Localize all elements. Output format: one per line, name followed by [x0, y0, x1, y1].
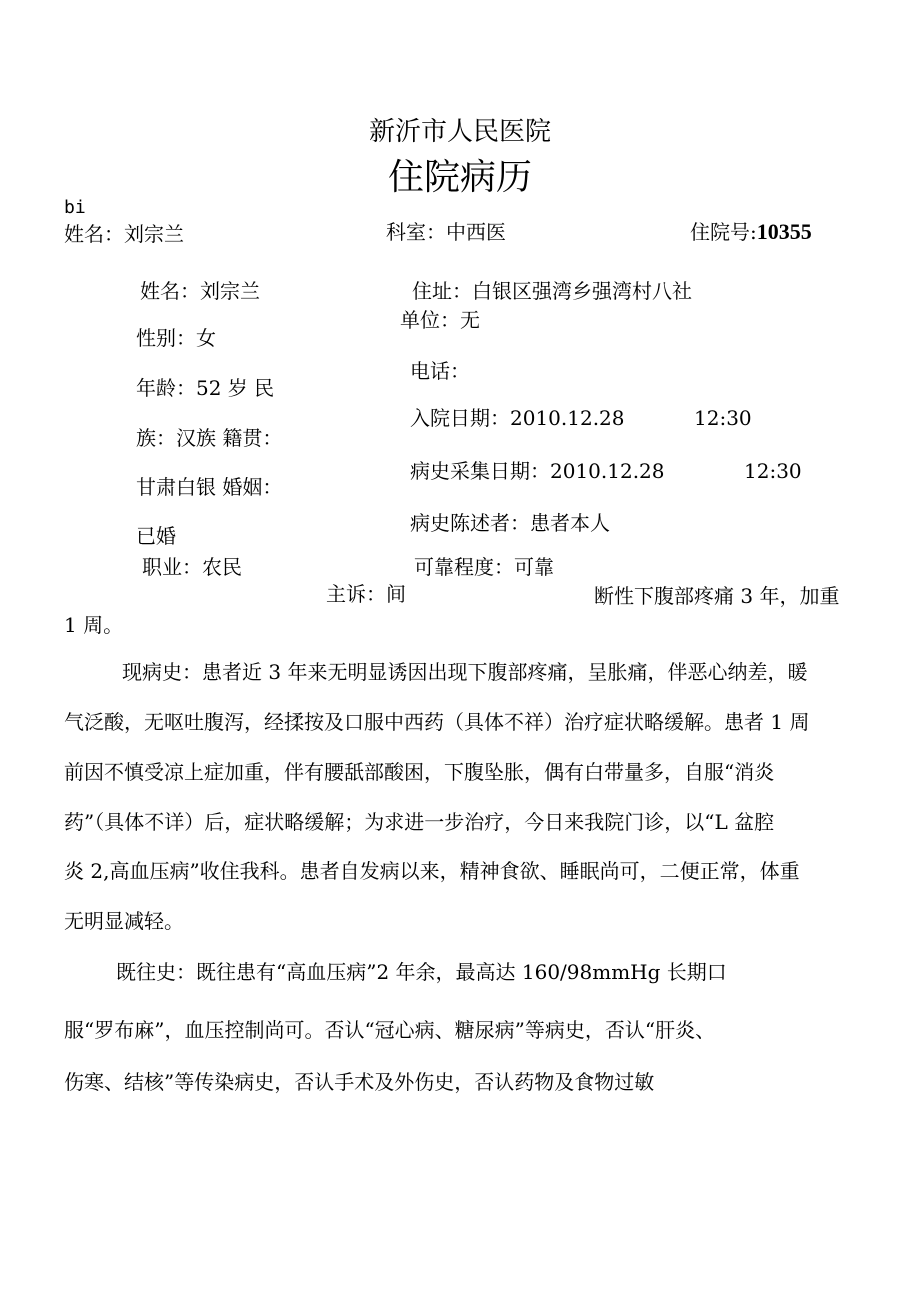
admission-number-value: 10355 [756, 219, 812, 244]
complaint-part3: 1 周。 [64, 613, 124, 637]
present-illness-line-2: 气泛酸，无呕吐腹泻，经揉按及口服中西药（具体不祥）治疗症状略缓解。患者 1 周 [64, 710, 810, 734]
patient-origin: 甘肃白银 婚姻： [136, 475, 283, 499]
patient-workplace: 单位：无 [400, 308, 480, 332]
stray-mark: bi [64, 197, 86, 218]
patient-gender: 性别：女 [136, 326, 216, 350]
patient-age: 年龄：52 岁 民 [136, 376, 275, 400]
past-history-line-1: 既往史：既往患有“高血压病”2 年余，最高达 160/98mmHg 长期口 [116, 960, 727, 984]
top-name: 姓名：刘宗兰 [64, 222, 184, 246]
patient-marital: 已婚 [136, 524, 176, 548]
present-illness-line-4: 药”（具体不详）后，症状略缓解；为求进一步治疗，今日来我院门诊，以“L 盆腔 [64, 810, 775, 834]
present-illness-line-6: 无明显减轻。 [64, 909, 184, 933]
document-title: 住院病历 [387, 157, 532, 198]
admission-number [690, 220, 812, 244]
history-narrator: 病史陈述者：患者本人 [410, 511, 610, 535]
patient-occupation: 职业：农民 [142, 555, 242, 579]
patient-name: 姓名：刘宗兰 [140, 279, 260, 303]
present-illness-line-3: 前因不慎受凉上症加重，伴有腰舐部酸困，下腹坠胀，偶有白带量多，自服“消炎 [64, 760, 775, 784]
hospital-name: 新沂市人民医院 [368, 117, 551, 147]
past-history-line-3: 伤寒、结核”等传染病史，否认手术及外伤史，否认药物及食物过敏 [64, 1070, 655, 1094]
complaint-part2: 断性下腹部疼痛 3 年，加重 [594, 584, 840, 608]
history-reliability: 可靠程度：可靠 [414, 555, 554, 579]
history-time: 12:30 [744, 459, 802, 483]
patient-address: 住址：白银区强湾乡强湾村八社 [412, 279, 692, 303]
department: 科室：中西医 [386, 220, 506, 244]
past-history-line-2: 服“罗布麻”，血压控制尚可。否认“冠心病、糖尿病”等病史，否认“肝炎、 [64, 1018, 716, 1042]
patient-phone: 电话： [410, 359, 470, 383]
present-illness-line-5: 炎 2,高血压病”收住我科。患者自发病以来，精神食欲、睡眠尚可，二便正常，体重 [64, 859, 800, 883]
admission-number-label: 住院号: [690, 220, 757, 244]
history-date: 病史采集日期：2010.12.28 [410, 459, 665, 483]
admission-date: 入院日期：2010.12.28 [410, 406, 625, 430]
present-illness-line-1: 现病史：患者近 3 年来无明显诱因出现下腹部疼痛，呈胀痛，伴恶心纳差，暖 [122, 660, 808, 684]
complaint-part1: 主诉：间 [326, 582, 406, 606]
patient-ethnicity: 族：汉族 籍贯： [136, 426, 283, 450]
admission-time: 12:30 [694, 406, 752, 430]
